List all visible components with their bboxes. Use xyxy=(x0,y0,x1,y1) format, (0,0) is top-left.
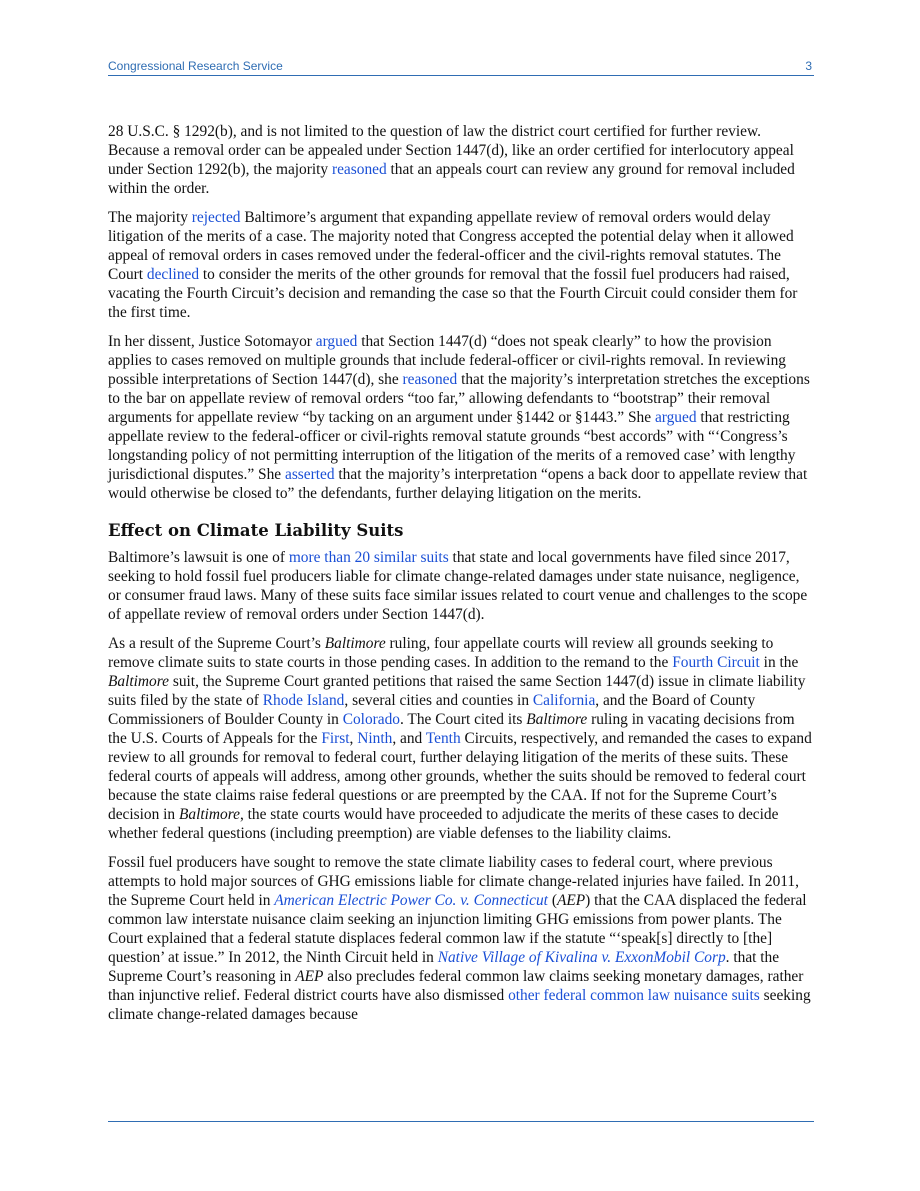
inline-link[interactable]: other federal common law nuisance suits xyxy=(508,987,760,1004)
italic-text: AEP xyxy=(556,892,586,909)
section-heading: Effect on Climate Liability Suits xyxy=(108,521,404,540)
text-run: , and the Board of County Commissioners of Boulder County in xyxy=(108,692,756,728)
inline-link[interactable]: reasoned xyxy=(331,161,387,178)
text-run: The majority xyxy=(108,209,192,226)
paragraph xyxy=(108,548,816,624)
text-run: Fossil fuel producers have sought to remove the state climate liability cases to federal court, where previous attempts to hold major sources of GHG emissions liable for climate change-related injuries have failed. In 2011, the Supreme Court held in xyxy=(108,854,799,909)
inline-link[interactable]: more than 20 similar suits xyxy=(288,549,449,566)
inline-link[interactable]: rejected xyxy=(191,209,241,226)
inline-link[interactable]: argued xyxy=(315,333,358,350)
inline-link[interactable]: California xyxy=(532,692,596,709)
text-run: that the majority’s interpretation “opens a back door to appellate review that would otherwise be closed to” the defendants, further delaying litigation on the merits. xyxy=(108,466,808,502)
inline-link[interactable]: asserted xyxy=(284,466,335,483)
text-run: seeking climate change-related damages because xyxy=(108,987,811,1023)
body-content xyxy=(108,122,816,1034)
footer-rule xyxy=(108,1121,814,1122)
section-paragraphs xyxy=(108,548,816,1024)
text-run: ruling in vacating decisions from the U.S. Courts of Appeals for the xyxy=(108,711,795,747)
text-run: Baltimore’s argument that expanding appellate review of removal orders would delay litigation of the merits of a case. The majority noted that Congress accepted the potential delay when it allowed appeal of removal orders in cases removed under the federal-officer and the civil-rights removal statutes. The Court xyxy=(108,209,794,283)
page-number: 3 xyxy=(805,59,812,73)
text-run: that state and local governments have filed since 2017, seeking to hold fossil fuel producers liable for climate change-related damages under state nuisance, negligence, or consumer fraud laws. Many of these suits face similar issues related to court venue and challenges to the scope of appellate review of removal orders under Section 1447(d). xyxy=(108,549,808,623)
text-run: Circuits, respectively, and remanded the cases to expand review to all grounds for removal to federal court, further delaying litigation of the merits of these suits. These federal courts of appeals will address, among other grounds, whether the suits should be removed to federal court because the state claims raise federal questions or are preempted by the CAA. If not for the Supreme Court’s decision in xyxy=(108,730,812,823)
inline-link[interactable]: Fourth Circuit xyxy=(672,654,760,671)
text-run: in the xyxy=(759,654,799,671)
inline-link[interactable]: Ninth xyxy=(357,730,393,747)
text-run: to consider the merits of the other grounds for removal that the fossil fuel producers had raised, vacating the Fourth Circuit’s decision and remanding the case so that the Fourth Circuit could consider them for the first time. xyxy=(108,266,798,321)
page-header xyxy=(108,57,814,76)
text-run: , xyxy=(349,730,358,747)
inline-link[interactable]: Tenth xyxy=(425,730,461,747)
inline-link[interactable]: declined xyxy=(146,266,200,283)
text-run: As a result of the Supreme Court’s xyxy=(108,635,325,652)
inline-link[interactable]: reasoned xyxy=(402,371,458,388)
text-run: that Section 1447(d) “does not speak clearly” to how the provision applies to cases removed on multiple grounds that include federal-officer or civil-rights removal. In reviewing possible interpretations of Section 1447(d), she xyxy=(108,333,786,388)
header-source: Congressional Research Service xyxy=(108,59,283,73)
inline-link[interactable]: Colorado xyxy=(342,711,400,728)
paragraph xyxy=(108,634,816,843)
text-run: suit, the Supreme Court granted petitions that raised the same Section 1447(d) issue in climate liability suits filed by the state of xyxy=(108,673,806,709)
text-run: , several cities and counties in xyxy=(344,692,533,709)
text-run: that restricting appellate review to the federal-officer or civil-rights removal statute grounds “best accords” with “‘Congress’s longstanding policy of not permitting interruption of the litigation of the merits of a removed case’ with lengthy jurisdictional disputes.” She xyxy=(108,409,796,483)
inline-link[interactable]: First xyxy=(321,730,350,747)
paragraph xyxy=(108,332,816,503)
inline-link[interactable]: Rhode Island xyxy=(262,692,345,709)
italic-text: AEP xyxy=(295,968,324,985)
paragraph xyxy=(108,853,816,1024)
inline-link[interactable]: Native Village of Kivalina v. ExxonMobil Corp xyxy=(437,949,726,966)
text-run: that the majority’s interpretation stretches the exceptions to the bar on appellate review of removal orders “too far,” allowing defendants to “bootstrap” their removal arguments for appellate review “by tacking on an argument under §1442 or §1443.” She xyxy=(108,371,810,426)
text-run: ) that the CAA displaced the federal common law interstate nuisance claim seeking an injunction limiting GHG emissions from power plants. The Court explained that a federal statute displaces federal common law if the statute “‘speak[s] directly to [the] question’ at issue.” In 2012, the Ninth Circuit held in xyxy=(108,892,807,966)
text-run: In her dissent, Justice Sotomayor xyxy=(108,333,316,350)
text-run: Baltimore’s lawsuit is one of xyxy=(108,549,289,566)
text-run: , and xyxy=(392,730,426,747)
paragraph xyxy=(108,122,816,198)
inline-link[interactable]: argued xyxy=(654,409,697,426)
text-run: . The Court cited its xyxy=(400,711,527,728)
italic-text: Baltimore xyxy=(178,806,240,823)
italic-text: Baltimore xyxy=(526,711,588,728)
italic-text: Baltimore xyxy=(324,635,386,652)
text-run: also precludes federal common law claims seeking monetary damages, rather than injunctive relief. Federal district courts have also dismissed xyxy=(108,968,804,1004)
text-run: that an appeals court can review any ground for removal included within the order. xyxy=(108,161,795,197)
inline-link[interactable]: American Electric Power Co. v. Connecticut xyxy=(274,892,548,909)
italic-text: Baltimore xyxy=(108,673,169,690)
text-run: . that the Supreme Court’s reasoning in xyxy=(108,949,780,985)
intro-paragraphs xyxy=(108,122,816,503)
text-run: ruling, four appellate courts will review all grounds seeking to remove climate suits to state courts in those pending cases. In addition to the remand to the xyxy=(108,635,774,671)
text-run: 28 U.S.C. § 1292(b), and is not limited to the question of law the district court certified for further review. Because a removal order can be appealed under Section 1447(d), like an order certified for interlocutory appeal under Section 1292(b), the majority xyxy=(108,123,794,178)
text-run: , the state courts would have proceeded to adjudicate the merits of these cases to decide whether federal questions (including preemption) are viable defenses to the liability claims. xyxy=(108,806,779,842)
paragraph xyxy=(108,208,816,322)
text-run: ( xyxy=(547,892,557,909)
